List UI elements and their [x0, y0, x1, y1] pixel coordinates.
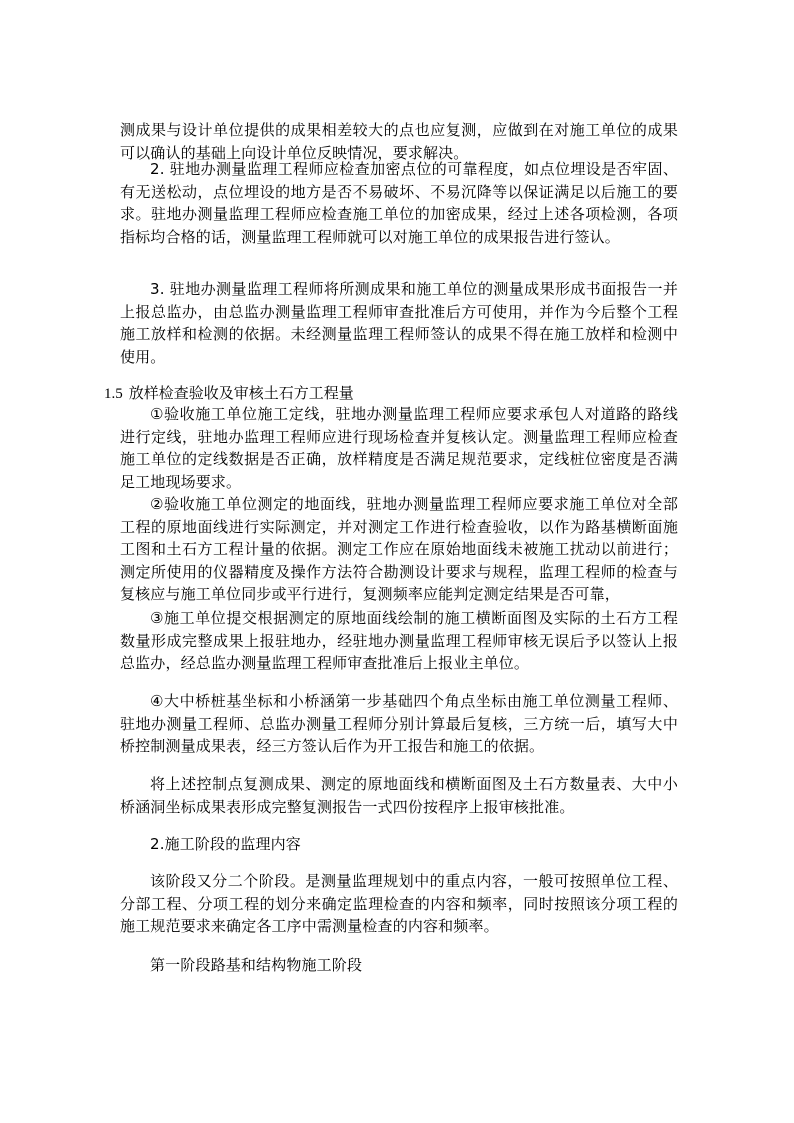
paragraph-item-2: 2. 驻地办测量监理工程师应检查加密点位的可靠程度，如点位埋设是否牢固、有无送松动，点位埋设的地方是否不易破坏、不易沉降等以保证满足以后施工的要求。驻地办测量监理工程师应检查施工单位的加密成果，经过上述各项检测，各项指标均合格的话，测量监理工程师就可以对施工单位的成果报告进行签认。 — [120, 160, 678, 246]
section-item-1: ①验收施工单位施工定线，驻地办测量监理工程师应要求承包人对道路的路线进行定线，驻地办监理工程师应进行现场检查并复核认定。测量监理工程师应检查施工单位的定线数据是否正确，放样精度是否满足规范要求，定线桩位密度是否满足工地现场要求。 — [120, 405, 678, 491]
section-item-3: ③施工单位提交根据测定的原地面线绘制的施工横断面图及实际的土石方工程数量形成完整成果上报驻地办，经驻地办测量监理工程师审核无误后予以签认上报总监办，经总监办测量监理工程师审查批准后上报业主单位。 — [120, 609, 678, 673]
section-item-2: ②验收施工单位测定的地面线，驻地办测量监理工程师应要求施工单位对全部工程的原地面线进行实际测定，并对测定工作进行检查验收，以作为路基横断面施工图和土石方工程计量的依据。测定工作应在原始地面线未被施工扰动以前进行；测定所使用的仪器精度及操作方法符合勘测设计要求与规程，监理工程师的检查与复核应与施工单位同步或平行进行，复测频率应能判定测定结果是否可靠， — [120, 495, 678, 604]
section-item-4: ④大中桥桩基坐标和小桥涵第一步基础四个角点坐标由施工单位测量工程师、驻地办测量工程师、总监办测量工程师分别计算最后复核，三方统一后，填写大中桥控制测量成果表，经三方签认后作为开工报告和施工的依据。 — [120, 692, 678, 756]
paragraph-continuation: 测成果与设计单位提供的成果相差较大的点也应复测，应做到在对施工单位的成果可以确认的基础上向设计单位反映情况，要求解决。 — [120, 121, 678, 162]
paragraph-item-3: 3. 驻地办测量监理工程师将所测成果和施工单位的测量成果形成书面报告一并上报总监办，由总监办测量监理工程师审查批准后方可使用，并作为今后整个工程施工放样和检测的依据。未经测量监理工程师签认的成果不得在施工放样和检测中使用。 — [120, 280, 678, 366]
subsection-heading: 2.施工阶段的监理内容 — [150, 835, 301, 853]
section-heading — [104, 382, 664, 405]
section-number: 1.5 — [104, 386, 123, 402]
summary-paragraph: 将上述控制点复测成果、测定的原地面线和横断面图及土石方数量表、大中小桥涵洞坐标成果表形成完整复测报告一式四份按程序上报审核批准。 — [120, 775, 678, 816]
stage-paragraph: 该阶段又分二个阶段。是测量监理规划中的重点内容，一般可按照单位工程、分部工程、分项工程的划分来确定监理检查的内容和频率，同时按照该分项工程的施工规范要求来确定各工序中需测量检查的内容和频率。 — [120, 872, 678, 936]
section-title: 放样检查验收及审核土石方工程量 — [128, 384, 354, 402]
stage-one-heading: 第一阶段路基和结构物施工阶段 — [150, 956, 363, 974]
